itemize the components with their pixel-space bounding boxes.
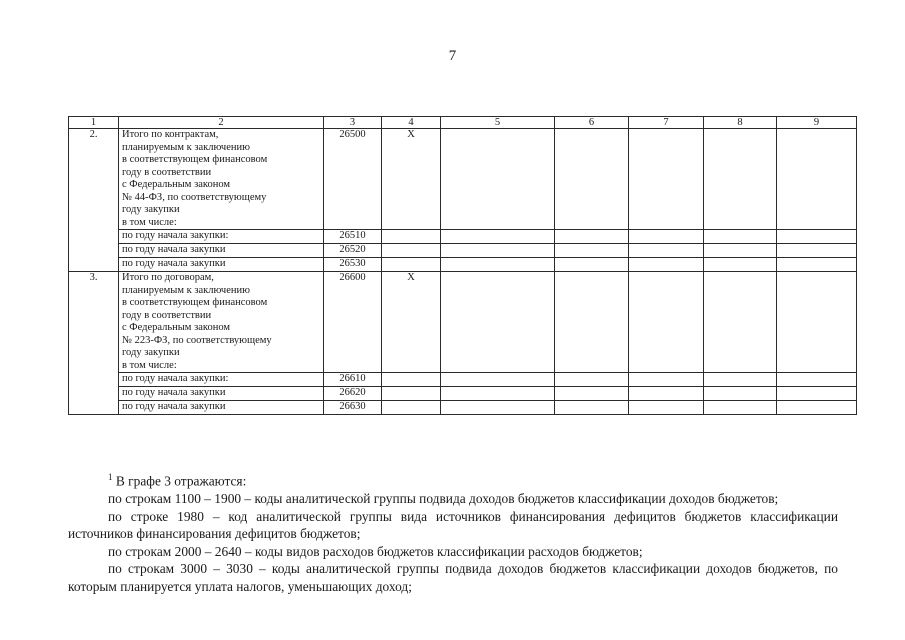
empty-cell: [441, 258, 555, 272]
report-table: [68, 116, 857, 415]
subrow-code-cell: 26630: [324, 401, 382, 415]
empty-cell: [629, 230, 704, 244]
empty-cell: [704, 373, 777, 387]
row-label-line: с Федеральным законом: [122, 179, 231, 190]
empty-cell: [441, 387, 555, 401]
header-cell: 4: [382, 117, 441, 129]
footnote-item: по строке 1980 – код аналитической группы вида источников финансирования дефицитов бюджетов классификации источников финансирования дефицитов бюджетов;: [68, 508, 838, 542]
empty-cell: [441, 401, 555, 415]
subrow-code-cell: 26620: [324, 387, 382, 401]
header-cell: 1: [69, 117, 119, 129]
table-row-subrow: [69, 373, 857, 387]
subrow-label-cell: по году начала закупки: [119, 401, 324, 415]
empty-cell: [629, 272, 704, 373]
empty-cell: [777, 373, 857, 387]
header-cell: 7: [629, 117, 704, 129]
empty-cell: [777, 244, 857, 258]
table-row-subrow: [69, 244, 857, 258]
row-label-line: году в соответствии: [122, 309, 212, 321]
empty-cell: [629, 244, 704, 258]
row-label-line: году закупки: [122, 204, 180, 215]
page-number: 7: [448, 48, 457, 64]
footnote-title-text: В графе 3 отражаются:: [115, 473, 247, 489]
empty-cell: [629, 373, 704, 387]
row-label-line: в том числе:: [122, 359, 177, 371]
empty-cell: [382, 230, 441, 244]
row-number-cell: 3.: [69, 272, 119, 415]
empty-cell: [704, 230, 777, 244]
header-cell: 2: [119, 117, 324, 129]
empty-cell: [382, 244, 441, 258]
row-label-line: Итого по контрактам,: [122, 129, 219, 140]
empty-cell: [777, 401, 857, 415]
table-row-group-total: [69, 129, 857, 230]
empty-cell: [555, 244, 629, 258]
row-label-line: в том числе:: [122, 216, 177, 228]
row-code-cell: 26500: [324, 129, 382, 230]
empty-cell: [441, 244, 555, 258]
empty-cell: [441, 272, 555, 373]
empty-cell: [441, 129, 555, 230]
empty-cell: [382, 258, 441, 272]
empty-cell: [555, 129, 629, 230]
empty-cell: [382, 401, 441, 415]
empty-cell: [629, 258, 704, 272]
table-row-subrow: [69, 387, 857, 401]
empty-cell: [629, 387, 704, 401]
empty-cell: [704, 258, 777, 272]
empty-cell: [382, 373, 441, 387]
footnote-item: по строкам 1100 – 1900 – коды аналитической группы подвида доходов бюджетов классификации доходов бюджетов;: [108, 491, 779, 507]
header-cell: 9: [777, 117, 857, 129]
row-label-line: году в соответствии: [122, 166, 212, 178]
row-label-line: Итого по договорам,: [122, 272, 214, 283]
row-code-cell: 26600: [324, 272, 382, 373]
footnote-marker: 1: [108, 472, 113, 482]
table-header-row: [69, 117, 857, 129]
empty-cell: [704, 244, 777, 258]
empty-cell: [777, 272, 857, 373]
empty-cell: [382, 387, 441, 401]
subrow-label-cell: по году начала закупки: [119, 244, 324, 258]
empty-cell: [777, 387, 857, 401]
footnote-item: по строкам 2000 – 2640 – коды видов расходов бюджетов классификации расходов бюджетов;: [108, 543, 643, 559]
empty-cell: [704, 387, 777, 401]
empty-cell: [777, 230, 857, 244]
row-label-line: планируемым к заключению: [122, 141, 250, 153]
subrow-label-cell: по году начала закупки:: [119, 373, 324, 387]
empty-cell: [704, 272, 777, 373]
subrow-label-cell: по году начала закупки: [119, 258, 324, 272]
row-label-cell: [119, 129, 324, 230]
subrow-code-cell: 26520: [324, 244, 382, 258]
row-label-line: в соответствующем финансовом: [122, 297, 268, 308]
footnote-item: по строкам 3000 – 3030 – коды аналитической группы подвида доходов бюджетов классификации доходов бюджетов, по которым планируется уплата налогов, уменьшающих доход;: [68, 561, 838, 595]
row-label-line: году закупки: [122, 347, 180, 358]
subrow-code-cell: 26510: [324, 230, 382, 244]
table-row-subrow: [69, 230, 857, 244]
empty-cell: [555, 258, 629, 272]
row-label-line: планируемым к заключению: [122, 284, 250, 296]
empty-cell: [629, 401, 704, 415]
header-cell: 6: [555, 117, 629, 129]
empty-cell: [555, 373, 629, 387]
subrow-label-cell: по году начала закупки: [119, 387, 324, 401]
footnote-block: [68, 469, 838, 596]
row-label-line: в соответствующем финансовом: [122, 154, 268, 165]
header-cell: 8: [704, 117, 777, 129]
empty-cell: [441, 373, 555, 387]
table-row-group-total: [69, 272, 857, 373]
row-label-cell: [119, 272, 324, 373]
empty-cell: [777, 129, 857, 230]
subrow-label-cell: по году начала закупки:: [119, 230, 324, 244]
footnote-title: [68, 469, 838, 490]
header-cell: 5: [441, 117, 555, 129]
empty-cell: [555, 387, 629, 401]
subrow-code-cell: 26610: [324, 373, 382, 387]
empty-cell: [777, 258, 857, 272]
empty-cell: [555, 401, 629, 415]
empty-cell: [704, 129, 777, 230]
empty-cell: [555, 272, 629, 373]
table-row-subrow: [69, 258, 857, 272]
header-cell: 3: [324, 117, 382, 129]
col4-cell: X: [382, 272, 441, 373]
row-label-line: № 44-ФЗ, по соответствующему: [122, 191, 267, 203]
row-number-cell: 2.: [69, 129, 119, 272]
empty-cell: [629, 129, 704, 230]
table-row-subrow: [69, 401, 857, 415]
empty-cell: [555, 230, 629, 244]
empty-cell: [704, 401, 777, 415]
col4-cell: X: [382, 129, 441, 230]
row-label-line: с Федеральным законом: [122, 322, 231, 333]
subrow-code-cell: 26530: [324, 258, 382, 272]
empty-cell: [441, 230, 555, 244]
row-label-line: № 223-ФЗ, по соответствующему: [122, 334, 272, 346]
